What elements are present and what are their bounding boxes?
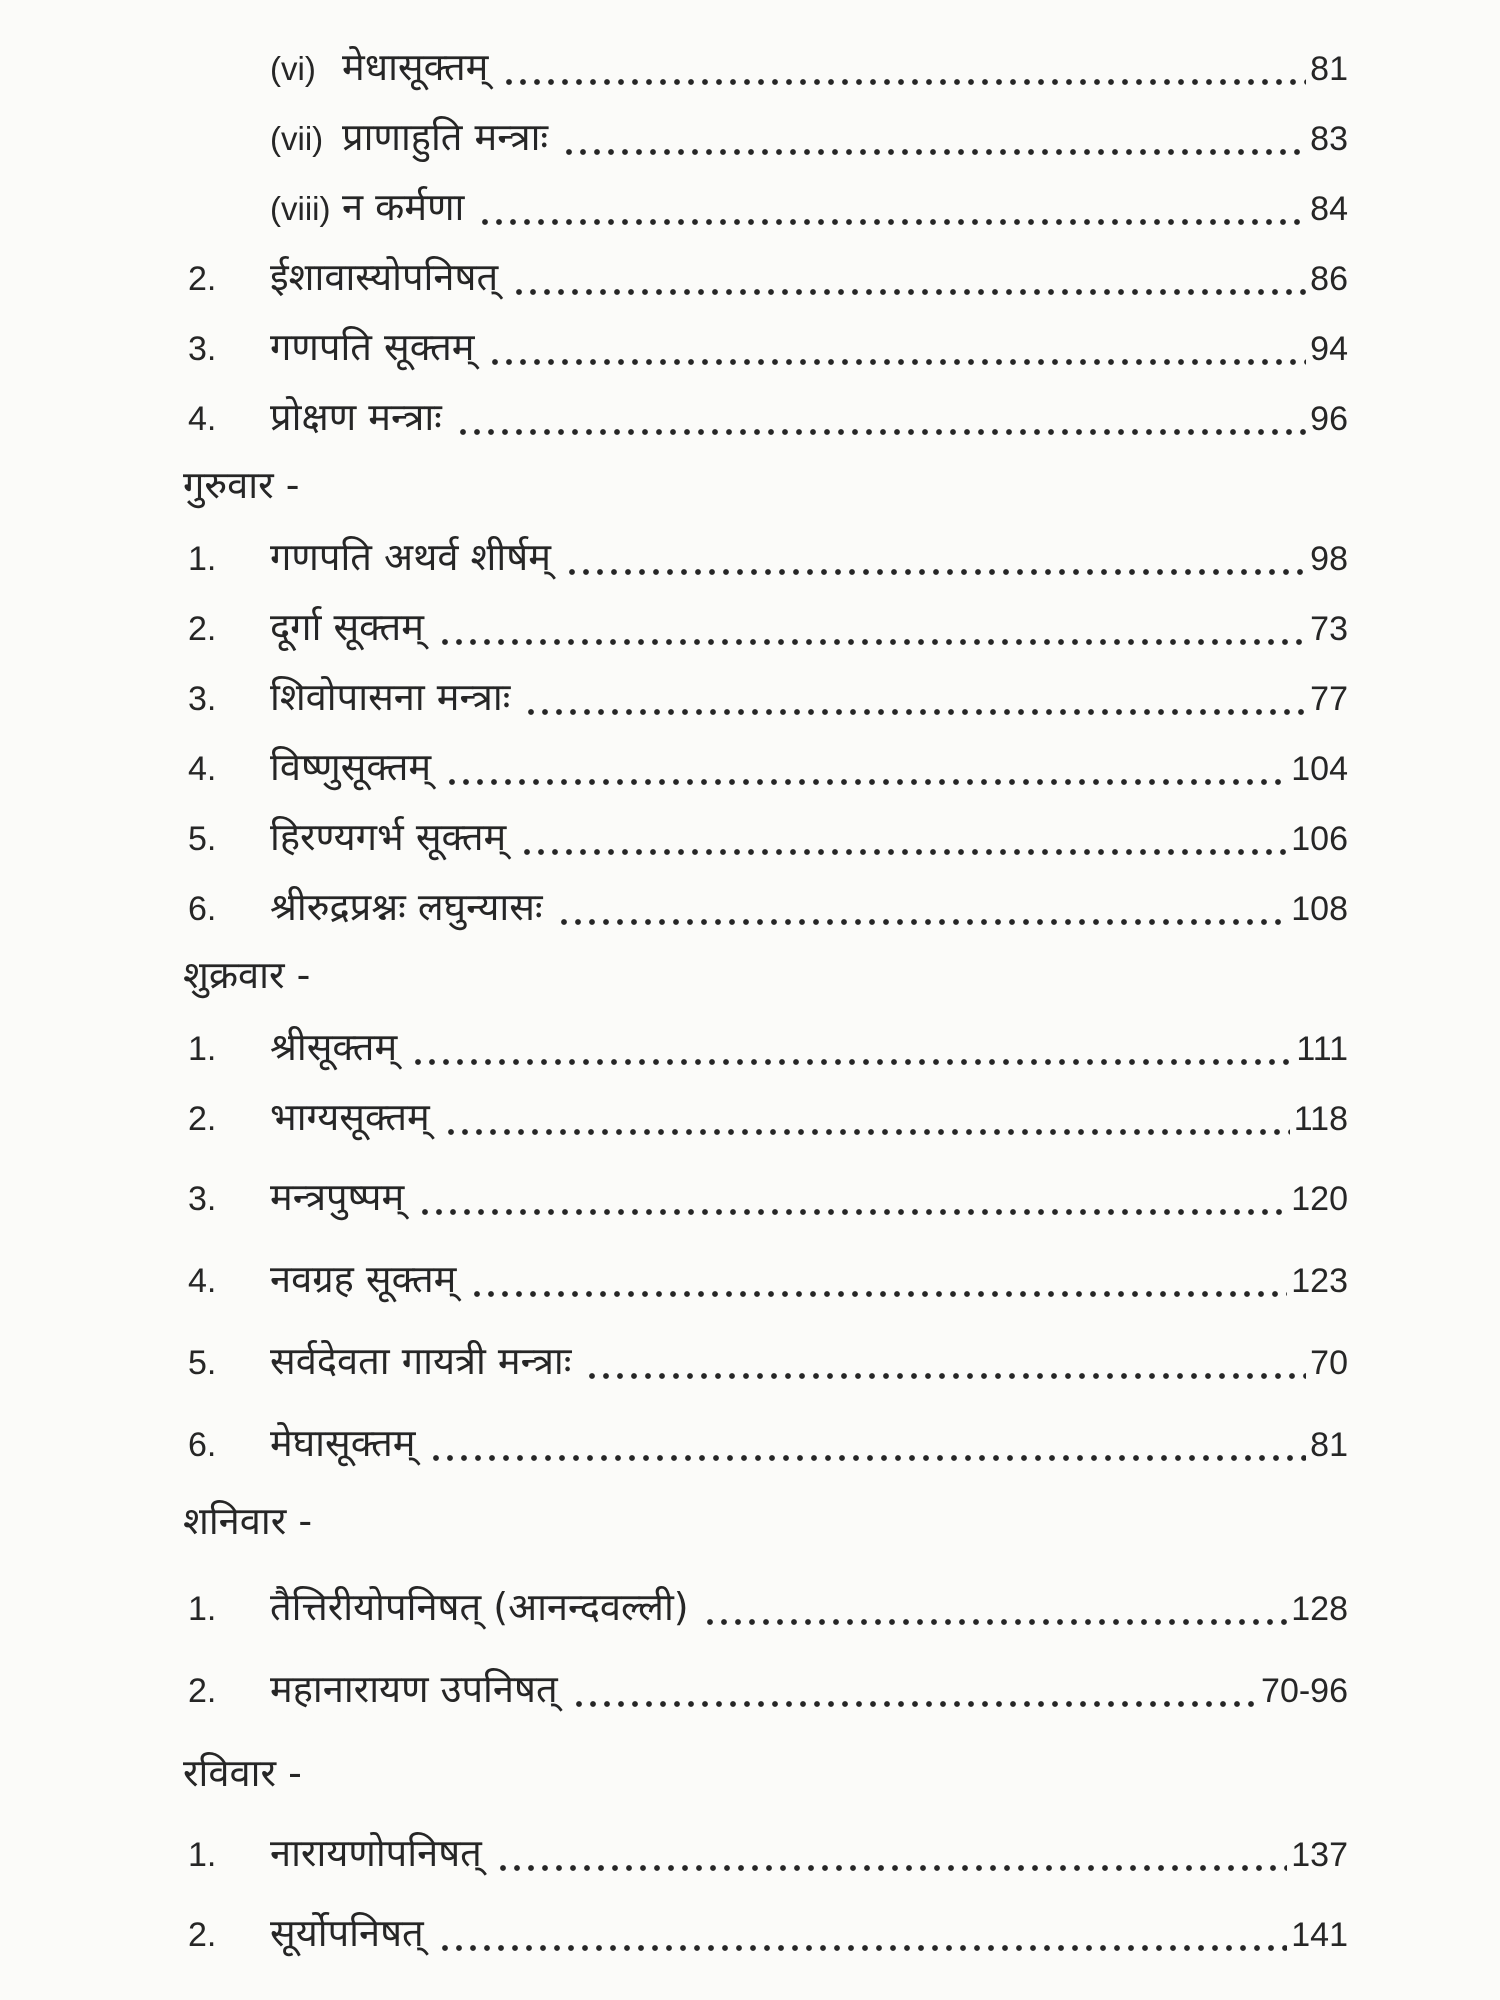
entry-title: महानारायण उपनिषत् [270,1667,558,1711]
entry-title: मेघासूक्तम् [270,1421,416,1465]
dot-leader [429,1454,1306,1462]
dot-leader [456,428,1306,436]
entry-number: 5. [188,1344,217,1382]
entry-page-number: 70-96 [1261,1672,1348,1710]
toc-entry[interactable] [188,1090,1348,1150]
entry-title: हिरण्यगर्भ सूक्तम् [270,815,507,859]
entry-number: 6. [188,1426,217,1464]
entry-title: भाग्यसूक्तम् [270,1095,430,1139]
entry-title: नारायणोपनिषत् [270,1831,482,1875]
entry-page-number: 120 [1291,1180,1348,1218]
entry-title: मन्त्रपुष्पम् [270,1175,405,1219]
entry-number: 1. [188,1836,217,1874]
entry-title: प्रोक्षण मन्त्राः [270,395,442,439]
entry-page-number: 83 [1310,120,1348,158]
dot-leader [418,1208,1287,1216]
entry-page-number: 111 [1296,1030,1348,1068]
entry-number: 2. [188,1916,217,1954]
entry-number: 3. [188,680,217,718]
entry-title: दूर्गा सूक्तम् [270,605,424,649]
dot-leader [438,638,1306,646]
entry-page-number: 73 [1310,610,1348,648]
entry-page-number: 104 [1291,750,1348,788]
dot-leader [444,1128,1290,1136]
entry-page-number: 137 [1291,1836,1348,1874]
dot-leader [488,358,1306,366]
entry-number: 6. [188,890,217,928]
entry-number: 1. [188,1030,217,1068]
entry-title: तैत्तिरीयोपनिषत् (आनन्दवल्ली) [270,1585,689,1629]
toc-entry[interactable] [188,250,1348,310]
entry-number: 1. [188,540,217,578]
dot-leader [478,218,1306,226]
entry-page-number: 123 [1291,1262,1348,1300]
entry-number: (vii) [270,120,324,157]
section-heading: शनिवार - [183,1499,313,1543]
entry-page-number: 84 [1310,190,1348,228]
entry-page-number: 96 [1310,400,1348,438]
entry-title: नवग्रह सूक्तम् [270,1257,457,1301]
entry-title: सर्वदेवता गायत्री मन्त्राः [270,1339,572,1383]
entry-page-number: 94 [1310,330,1348,368]
entry-title: गणपति अथर्व शीर्षम् [270,535,551,579]
entry-number: 2. [188,260,217,298]
entry-title: न कर्मणा [342,185,465,229]
toc-entry[interactable] [188,1252,1348,1312]
entry-title: मेधासूक्तम् [342,45,489,89]
toc-entry[interactable] [188,880,1348,940]
entry-title: गणपति सूक्तम् [270,325,475,369]
toc-entry[interactable] [270,180,1348,240]
entry-page-number: 128 [1291,1590,1348,1628]
toc-entry[interactable] [188,320,1348,380]
entry-title: विष्णुसूक्तम् [270,745,432,789]
entry-page-number: 70 [1310,1344,1348,1382]
section-heading: रविवार - [183,1751,302,1795]
entry-title: शिवोपासना मन्त्राः [270,675,511,719]
dot-leader [562,148,1306,156]
entry-title: सूर्योपनिषत् [270,1911,424,1955]
entry-title: प्राणाहुति मन्त्राः [342,115,549,159]
toc-entry[interactable] [188,1826,1348,1886]
section-heading: गुरुवार - [183,463,300,507]
dot-leader [703,1618,1288,1626]
dot-leader [572,1700,1257,1708]
toc-entry[interactable] [188,1020,1348,1080]
dot-leader [524,708,1306,716]
entry-number: 4. [188,400,217,438]
toc-entry[interactable] [188,530,1348,590]
entry-page-number: 108 [1291,890,1348,928]
entry-page-number: 118 [1293,1100,1348,1138]
entry-page-number: 141 [1291,1916,1348,1954]
entry-number: 4. [188,750,217,788]
entry-page-number: 81 [1310,1426,1348,1464]
dot-leader [512,288,1306,296]
toc-entry[interactable] [188,1170,1348,1230]
toc-entry[interactable] [270,110,1348,170]
toc-entry[interactable] [188,1416,1348,1476]
toc-entry[interactable] [188,600,1348,660]
dot-leader [557,918,1288,926]
entry-number: (vi) [270,50,316,87]
toc-entry[interactable] [188,1580,1348,1640]
entry-page-number: 81 [1310,50,1348,88]
entry-page-number: 98 [1310,540,1348,578]
dot-leader [520,848,1287,856]
entry-number: 4. [188,1262,217,1300]
entry-number: 2. [188,610,217,648]
dot-leader [565,568,1306,576]
toc-entry[interactable] [188,670,1348,730]
dot-leader [445,778,1287,786]
entry-number: (viii) [270,190,331,227]
entry-title: ईशावास्योपनिषत् [270,255,499,299]
entry-number: 2. [188,1672,217,1710]
toc-entry[interactable] [188,1662,1348,1722]
dot-leader [438,1944,1288,1952]
dot-leader [470,1290,1287,1298]
entry-title: श्रीसूक्तम् [270,1025,398,1069]
entry-page-number: 106 [1291,820,1348,858]
entry-number: 2. [188,1100,217,1138]
entry-number: 3. [188,330,217,368]
toc-entry[interactable] [188,390,1348,450]
section-heading: शुक्रवार - [183,953,311,997]
entry-page-number: 77 [1310,680,1348,718]
dot-leader [496,1864,1287,1872]
toc-entry[interactable] [188,740,1348,800]
dot-leader [585,1372,1306,1380]
entry-page-number: 86 [1310,260,1348,298]
toc-entry[interactable] [188,1906,1348,1966]
toc-entry[interactable] [188,1334,1348,1394]
entry-number: 3. [188,1180,217,1218]
entry-number: 1. [188,1590,217,1628]
toc-entry[interactable] [270,40,1348,100]
toc-entry[interactable] [188,810,1348,870]
entry-number: 5. [188,820,217,858]
dot-leader [411,1058,1292,1066]
entry-title: श्रीरुद्रप्रश्नः लघुन्यासः [270,885,543,929]
dot-leader [502,78,1306,86]
